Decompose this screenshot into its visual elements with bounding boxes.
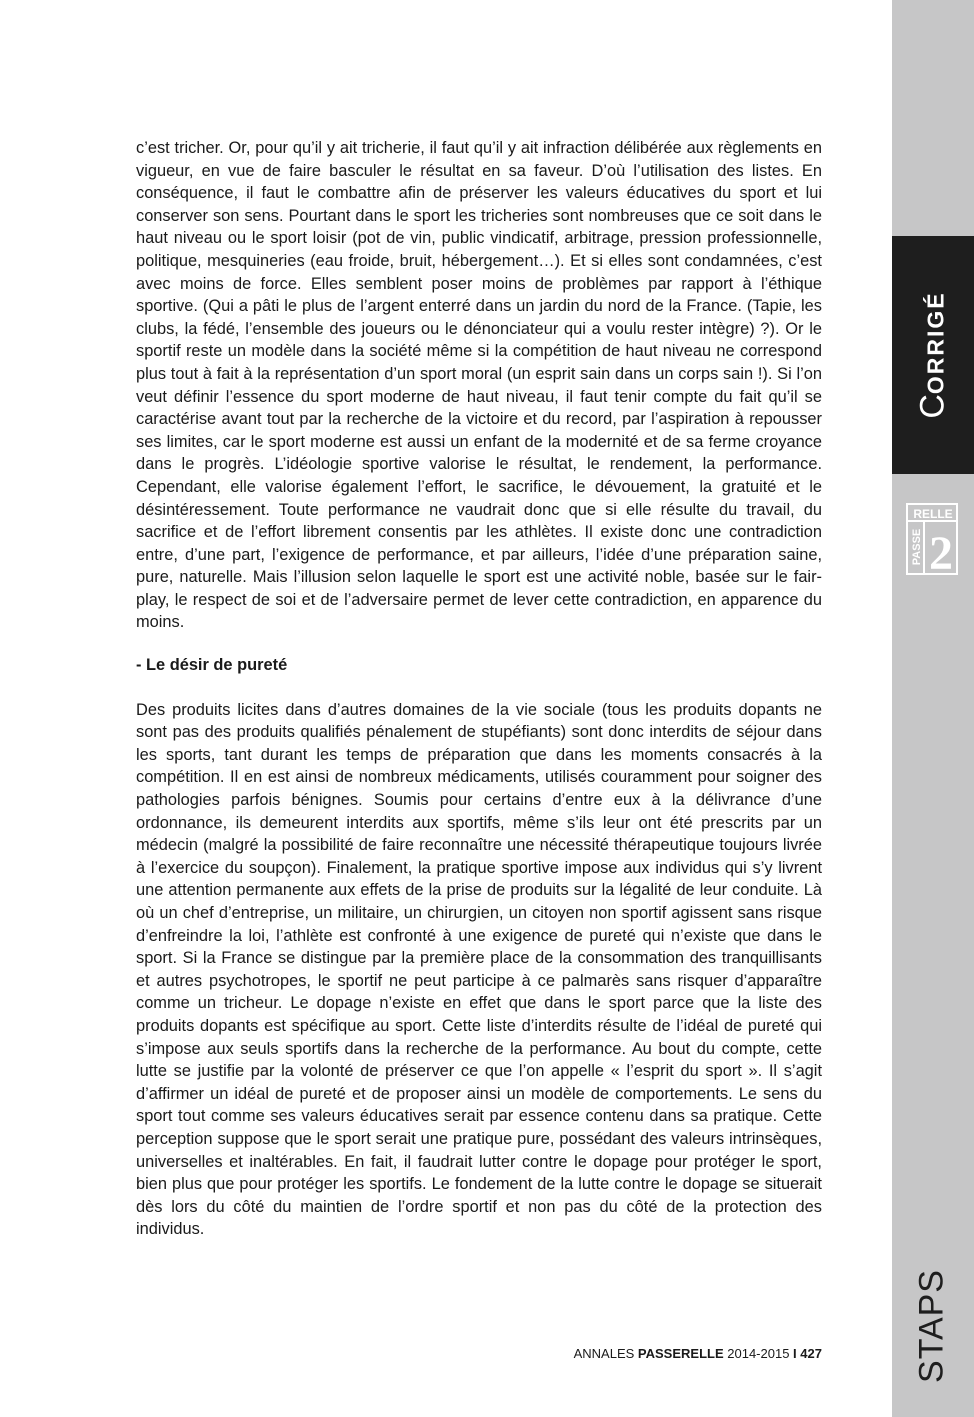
footer-brand: PASSERELLE bbox=[637, 1346, 724, 1361]
footer-years: 2014-2015 bbox=[723, 1346, 794, 1361]
article-body bbox=[136, 137, 822, 1241]
footer-separator: I bbox=[793, 1346, 797, 1361]
page-footer bbox=[574, 1346, 822, 1361]
section-heading: - Le désir de pureté bbox=[136, 656, 288, 675]
logo-word-side: PASSE bbox=[911, 528, 923, 566]
corrige-label bbox=[914, 291, 953, 418]
corrige-tab bbox=[892, 236, 974, 474]
passerelle-logo bbox=[906, 503, 958, 575]
page-number: 427 bbox=[800, 1346, 822, 1361]
subject-label: STAPS bbox=[912, 1269, 951, 1383]
logo-number: 2 bbox=[929, 527, 953, 575]
corrige-initial: C bbox=[913, 394, 952, 419]
corrige-rest: ORRIGÉ bbox=[922, 291, 949, 395]
paragraph: Des produits licites dans d’autres domaines de la vie sociale (tous les produits dopants ne sont pas des produits qualifiés pénalement de stupéfiants) sont donc interdits de séjour dans les sports, tant durant les temps de préparation que dans les moments consacrés à la compétition. Il en est ainsi de nombreux médicaments, utilisés couramment pour soigner des pathologies parfois bénignes. Soumis pour certains d’entre eux à la délivrance d’une ordonnance, ils demeurent interdits aux sportifs, même s’ils leur ont été prescrits par un médecin (malgré la possibilité de faire reconnaître une nécessité thérapeutique toujours livrée à l’exercice du soupçon). Finalement, la pratique sportive impose aux individus qui s’y livrent une attention permanente aux effets de la prise de produits sur la légalité de leur conduite. Là où un chef d’entreprise, un militaire, un chirurgien, un citoyen non sportif agissent sans risque d’enfreindre la loi, l’athlète est confronté à une exigence de pureté qui n’existe que dans le sport. Si la France se distingue par la première place de la consommation des tranquillisants et autres psychotropes, le sportif ne peut participe à ce palmarès sans risquer d’apparaître comme un tricheur. Le dopage n’existe en effet que dans le sport parce que la liste des produits dopants est spécifique au sport. Cette liste d’interdits résulte de l’idéal de pureté qui s’impose aux seuls sportifs dans la recherche de la performance. Au bout du compte, cette lutte se justifie par la volonté de préserver ce que l’on appelle « l’esprit du sport ». Il s’agit d’affirmer un idéal de pureté et de proposer ainsi un modèle de comportements. Le sens du sport tout comme ses valeurs éducatives serait par essence contenu dans sa pratique. Cette perception suppose que le sport serait une pratique pure, possédant des valeurs intrinsèques, universelles et inaltérables. En fait, il faudrait lutter contre le dopage pour protéger le sport, bien plus que pour protéger les sportifs. Le fondement de la lutte contre le dopage se situerait dès lors du côté du maintien de l’ordre sportif et non pas du côté de la protection des individus. bbox=[136, 700, 822, 1239]
paragraph: c’est tricher. Or, pour qu’il y ait tricherie, il faut qu’il y ait infraction délibérée aux règlements en vigueur, en vue de faire basculer le résultat en sa faveur. D’où l’utilisation des listes. En conséquence, il faut le combattre afin de préserver les valeurs éducatives du sport et lui conserver son sens. Pourtant dans le sport les tricheries sont nombreuses que ce soit dans le haut niveau ou le sport loisir (pot de vin, public vindicatif, arbitrage, pression professionnelle, politique, mesquineries (eau froide, bruit, hébergement…). Et si elles sont condamnées, c’est avec moins de force. Elles semblent poser moins de problèmes par rapport à l’éthique sportive. (Qui a pâti le plus de l’argent enterré dans un jardin du nord de la France. (Tapie, les clubs, la fédé, l’ensemble des joueurs ou le dénonciateur qui a voulu rester intègre) ?). Or le sportif reste un modèle dans la société même si la compétition de haut niveau ne correspond plus tout à fait à la représentation d’un sport moral (un esprit sain dans un corps sain !). Si l’on veut définir l’essence du sport moderne de haut niveau, il faut tenir compte du fait qu’il se caractérise avant tout par la recherche de la victoire et du record, par l’aspiration à repousser ses limites, car le sport moderne est aussi un enfant de la modernité et de sa ferme croyance dans le progrès. L’idéologie sportive valorise le résultat, le rendement, la performance. Cependant, elle valorise également l’effort, le sacrifice, le dévouement, la gratuité et le désintéressement. Toute performance ne vaudrait donc que si elle résulte du travail, du sacrifice et de l’effort librement consentis par les athlètes. Il existe donc une contradiction entre, d’une part, l’exigence de performance, et par ailleurs, l’idée d’une préparation saine, pure, naturelle. Mais l’illusion selon laquelle le sport est une activité noble, basée sur le fair-play, le respect de soi et de l’adversaire permet de lever cette contradiction, en apparence du moins. bbox=[136, 139, 822, 632]
side-band bbox=[892, 0, 974, 1417]
logo-word-top: RELLE bbox=[913, 507, 953, 521]
footer-prefix: ANNALES bbox=[573, 1346, 638, 1361]
